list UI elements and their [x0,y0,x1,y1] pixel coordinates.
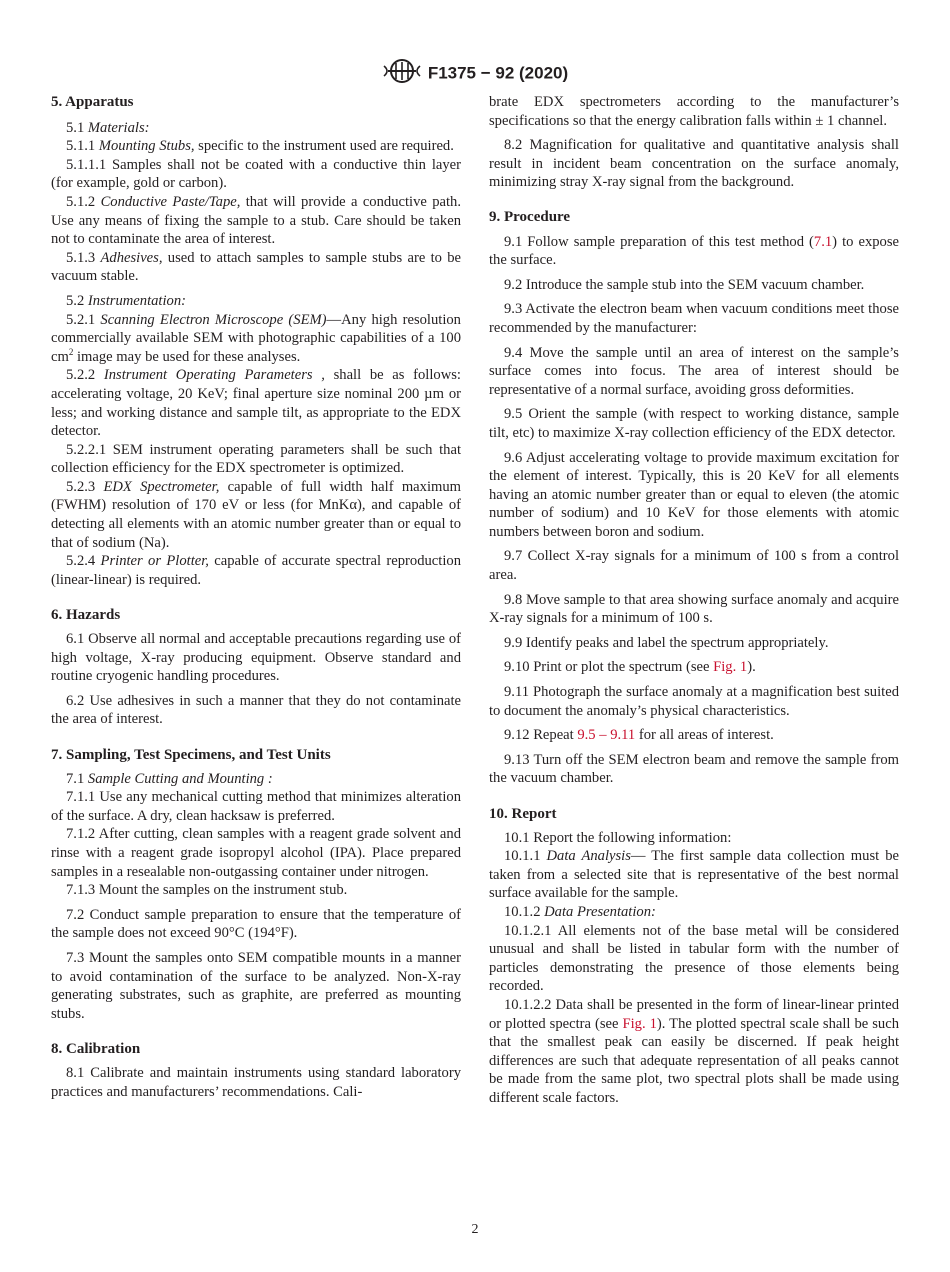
paragraph: 9.8 Move sample to that area showing surface anomaly and acquire X-ray signals for a minimum of 100 s. [489,591,899,627]
right-column [489,93,899,1108]
paragraph: 5.1 Materials: [66,119,150,136]
paragraph: 9.7 Collect X-ray signals for a minimum of 100 s from a control area. [489,548,899,584]
figure-link[interactable]: Fig. 1 [622,1015,657,1032]
paragraph: 10.1.1 Data Analysis— The first sample data collection must be taken from a selected site that is representative of the best normal surface available for the sample. [489,848,899,902]
paragraph: 5.2.4 Printer or Plotter, capable of accurate spectral reproduction (linear-linear) is required. [51,553,461,588]
paragraph: 9.2 Introduce the sample stub into the SEM vacuum chamber. [504,276,865,293]
section-heading: 5. Apparatus [51,94,134,110]
figure-link[interactable]: Fig. 1 [713,659,748,676]
paragraph: 7.3 Mount the samples onto SEM compatible mounts in a manner to avoid contamination of the surface to be analyzed. Non-X-ray generating substrates, such as graphite, are preferred as mounting stubs. [51,949,461,1022]
paragraph: 5.2 Instrumentation: [66,292,186,309]
paragraph: 5.2.2.1 SEM instrument operating parameters shall be such that collection efficiency for the EDX spectrometer is optimized. [51,441,461,477]
page-number: 2 [471,1222,479,1237]
paragraph: 9.13 Turn off the SEM electron beam and remove the sample from the vacuum chamber. [489,751,899,787]
paragraph: 10.1.2.1 All elements not of the base metal will be considered unusual and shall be listed in tabular form with the number of particles demonstrating the presence of those elements being recorded. [489,922,899,995]
paragraph: 9.6 Adjust accelerating voltage to provide maximum excitation for the element of interest. Typically, this is 20 KeV for all elements having an atomic number greater than or equal to eleven (the atomic number of sodium) and 10 KeV for those elements with atomic numbers between boron and sodium. [489,449,899,540]
paragraph: 5.1.2 Conductive Paste/Tape, that will provide a conductive path. Use any means of fixing the sample to a stub. Care should be taken not to contaminate the area of interest. [51,193,461,248]
paragraph: 7.1.2 After cutting, clean samples with a reagent grade solvent and rinse with a reagent grade isopropyl alcohol (IPA). Place prepared samples in a resealable non-outgassing container under nitrogen. [51,826,461,880]
paragraph: 5.1.3 Adhesives, used to attach samples to sample stubs are to be vacuum stable. [51,249,461,285]
paragraph: 9.12 Repeat 9.5 – 9.11 for all areas of interest. [504,727,774,744]
paragraph: brate EDX spectrometers according to the manufacturer’s specifications so that the energy calibration falls within ± 1 channel. [489,94,899,129]
paragraph: 9.11 Photograph the surface anomaly at a magnification best suited to document the anomaly’s physical characteristics. [489,684,899,719]
document-designation: F1375 − 92 (2020) [427,63,569,83]
paragraph: 5.1.1 Mounting Stubs, specific to the instrument used are required. [66,138,454,155]
paragraph: 7.1.3 Mount the samples on the instrument stub. [66,882,348,899]
paragraph: 10.1 Report the following information: [504,829,732,846]
astm-logo-icon [382,58,422,89]
paragraph: 6.2 Use adhesives in such a manner that they do not contaminate the area of interest. [51,692,461,728]
section-heading: 9. Procedure [489,208,571,225]
paragraph: 5.2.2 Instrument Operating Parameters , shall be as follows: accelerating voltage, 20 KeV; final aperture size nominal 200 µm or less; and working distance and sample tilt, as appropriate to the EDX detector. [51,367,461,440]
paragraph: 10.1.2 Data Presentation: [504,903,656,920]
cross-reference-link[interactable]: 9.5 – 9.11 [577,727,636,744]
paragraph: 5.2.1 Scanning Electron Microscope (SEM)—Any high resolution commercially available SEM with photographic capabilities of a 100 $cm^2$ image may be used for these analyses. [51,311,461,365]
paragraph: 7.1.1 Use any mechanical cutting method that minimizes alteration of the surface. A dry, clean hacksaw is preferred. [51,789,461,824]
paragraph: 10.1.2.2 Data shall be presented in the form of linear-linear printed or plotted spectra (see Fig. 1). The plotted spectral scale shall be such that the smallest peak can easily be discerned. If peak height differences are such that adequate representation of all peaks cannot be made from the same plot, two spectral plots shall be made using different scale factors. [489,996,899,1106]
section-heading: 10. Report [489,806,557,822]
paragraph: 8.2 Magnification for qualitative and quantitative analysis shall result in incident beam concentration on the surface anomaly, minimizing stray X-ray signal from the background. [489,137,899,191]
paragraph: 5.2.3 EDX Spectrometer, capable of full width half maximum (FWHM) resolution of 170 eV or less (for MnKα), and capable of detecting all elements with an atomic number greater than or equal to that of sodium (Na). [51,478,462,551]
paragraph: 9.5 Orient the sample (with respect to working distance, sample tilt, etc) to maximize X-ray collection efficiency of the EDX detector. [489,406,899,441]
section-heading: 6. Hazards [51,607,121,624]
paragraph: 5.1.1.1 Samples shall not be coated with a conductive thin layer (for example, gold or carbon). [51,156,461,192]
paragraph: 9.10 Print or plot the spectrum (see Fig. 1). [504,659,756,676]
page-header [0,58,950,89]
paragraph: 7.2 Conduct sample preparation to ensure that the temperature of the sample does not exceed 90°C (194°F). [51,906,461,942]
paragraph: 7.1 Sample Cutting and Mounting : [66,770,273,787]
paragraph: 6.1 Observe all normal and acceptable precautions regarding use of high voltage, X-ray producing equipment. Observe standard and routine cryogenic handling procedures. [51,631,461,685]
paragraph: 8.1 Calibrate and maintain instruments using standard laboratory practices and manufacturers’ recommendations. Cali- [51,1064,461,1100]
section-heading: 7. Sampling, Test Specimens, and Test Units [51,747,331,763]
paragraph: 9.4 Move the sample until an area of interest on the sample’s surface comes into focus. The area of interest should be representative of a normal surface, avoiding gross deformities. [489,344,899,398]
section-heading: 8. Calibration [51,1041,141,1058]
cross-reference-link[interactable]: 7.1 [813,233,833,250]
paragraph: 9.9 Identify peaks and label the spectrum appropriately. [504,634,829,651]
left-column [51,93,461,1101]
paragraph: 9.1 Follow sample preparation of this test method (7.1) to expose the surface. [489,233,899,269]
paragraph: 9.3 Activate the electron beam when vacuum conditions meet those recommended by the manufacturer: [489,301,899,336]
